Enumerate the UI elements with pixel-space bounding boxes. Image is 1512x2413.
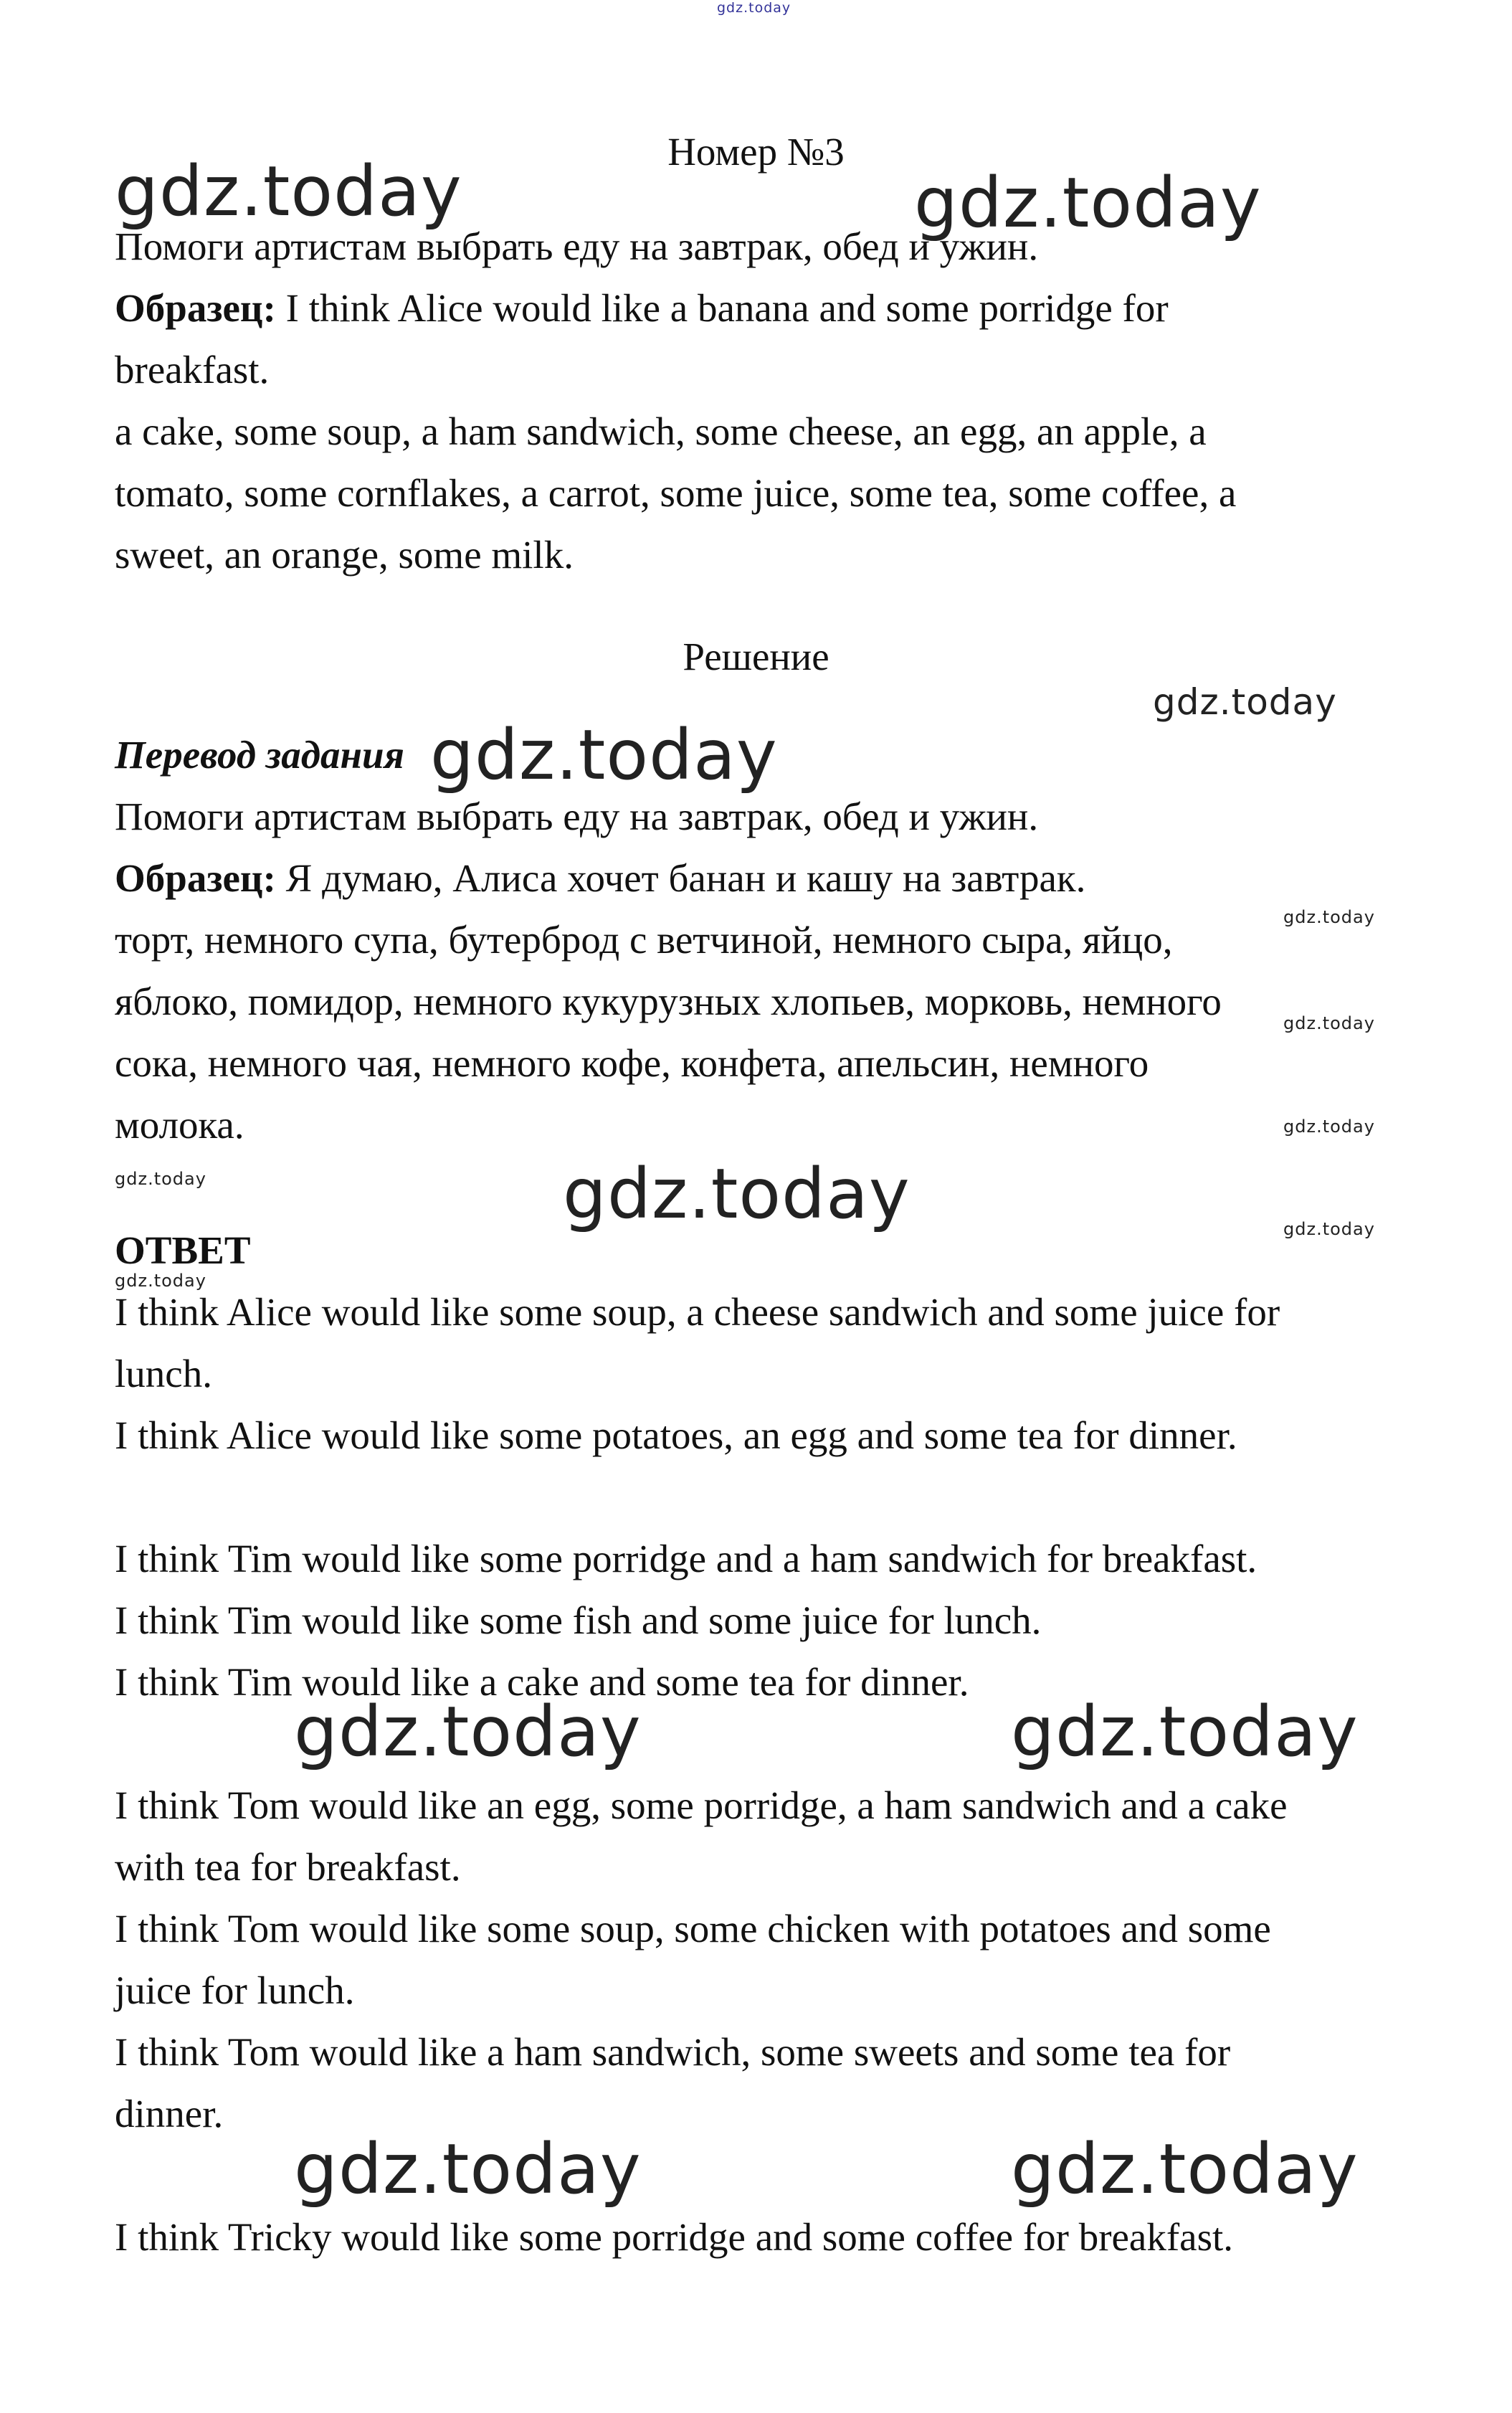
watermark: gdz.today <box>563 1154 910 1234</box>
watermark: gdz.today <box>430 715 778 795</box>
solution-heading: Решение <box>683 635 829 678</box>
watermark: gdz.today <box>115 1271 206 1291</box>
example-label: Образец: <box>115 856 276 900</box>
watermark: gdz.today <box>115 151 462 232</box>
watermark: gdz.today <box>1283 1117 1375 1137</box>
watermark: gdz.today <box>914 163 1262 243</box>
answer-line: I think Alice would like some soup, a cheese sandwich and some juice for <box>115 1290 1280 1334</box>
answer-line: I think Tim would like some porridge and a ham sandwich for breakfast. <box>115 1537 1257 1580</box>
answer-line: I think Tim would like some fish and some juice for lunch. <box>115 1598 1042 1642</box>
answer-line: lunch. <box>115 1352 212 1395</box>
answer-line: I think Tricky would like some porridge and some coffee for breakfast. <box>115 2215 1234 2259</box>
watermark: gdz.today <box>1283 1013 1375 1033</box>
task-example <box>115 285 1169 331</box>
translation-example <box>115 855 1085 901</box>
answer-line: dinner. <box>115 2092 224 2135</box>
watermark: gdz.today <box>1153 681 1337 723</box>
answer-line: I think Tom would like an egg, some porridge, a ham sandwich and a cake <box>115 1783 1288 1827</box>
watermark: gdz.today <box>294 1692 642 1772</box>
example-label: Образец: <box>115 286 276 330</box>
translation-food-line: торт, немного супа, бутерброд с ветчиной, немного сыра, яйцо, <box>115 918 1173 962</box>
translation-heading <box>115 732 404 778</box>
translation-food-line: сока, немного чая, немного кофе, конфета, апельсин, немного <box>115 1041 1149 1085</box>
task-instruction: Помоги артистам выбрать еду на завтрак, обед и ужин. <box>115 224 1039 268</box>
watermark: gdz.today <box>294 2129 642 2209</box>
food-list-line: a cake, some soup, a ham sandwich, some cheese, an egg, an apple, a <box>115 409 1207 453</box>
food-list-line: sweet, an orange, some milk. <box>115 533 574 577</box>
watermark: gdz.today <box>115 1169 206 1189</box>
answer-line: I think Tom would like a ham sandwich, some sweets and some tea for <box>115 2030 1231 2074</box>
translation-food-line: молока. <box>115 1103 244 1147</box>
answer-line: with tea for breakfast. <box>115 1845 461 1889</box>
watermark: gdz.today <box>1011 2129 1359 2209</box>
page-title: Номер №3 <box>667 130 845 174</box>
watermark: gdz.today <box>1283 1219 1375 1239</box>
translation-food-line: яблоко, помидор, немного кукурузных хлопьев, морковь, немного <box>115 980 1222 1023</box>
watermark: gdz.today <box>1011 1692 1359 1772</box>
task-example-cont: breakfast. <box>115 348 270 392</box>
watermark: gdz.today <box>1283 907 1375 927</box>
translation-instruction: Помоги артистам выбрать еду на завтрак, обед и ужин. <box>115 795 1039 838</box>
food-list-line: tomato, some cornflakes, a carrot, some juice, some tea, some coffee, a <box>115 471 1237 515</box>
example-text: I think Alice would like a banana and some porridge for <box>275 286 1169 330</box>
answer-line: juice for lunch. <box>115 1968 355 2012</box>
answer-line: I think Alice would like some potatoes, an egg and some tea for dinner. <box>115 1413 1237 1457</box>
answer-heading: ОТВЕТ <box>115 1228 251 1272</box>
translation-label: Перевод задания <box>115 733 404 777</box>
answer-line: I think Tom would like some soup, some chicken with potatoes and some <box>115 1907 1271 1950</box>
answer-line: I think Tim would like a cake and some tea for dinner. <box>115 1660 969 1704</box>
example-text: Я думаю, Алиса хочет банан и кашу на завтрак. <box>275 856 1086 900</box>
watermark-top-tiny: gdz.today <box>717 0 791 16</box>
